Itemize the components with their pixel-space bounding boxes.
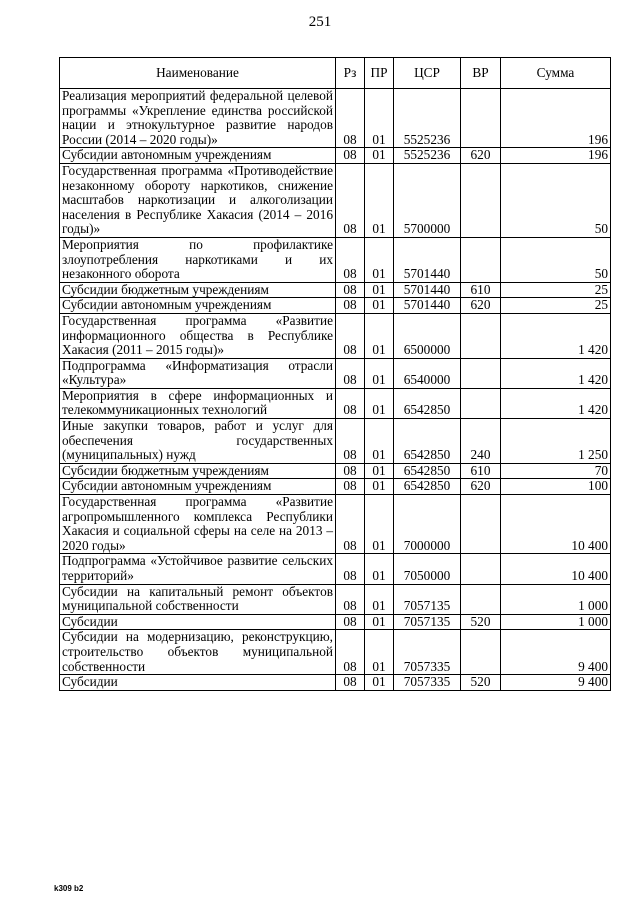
- cell-csr: 6540000: [394, 358, 461, 388]
- cell-csr: 5700000: [394, 163, 461, 237]
- cell-pr: 01: [365, 358, 394, 388]
- cell-pr: 01: [365, 163, 394, 237]
- cell-sum: 196: [501, 148, 611, 164]
- table-row: [60, 358, 611, 388]
- table-row: [60, 89, 611, 148]
- table-row: [60, 388, 611, 418]
- table-row: [60, 298, 611, 314]
- table-header-row: [60, 58, 611, 89]
- cell-name: Государственная программа «Противодействие незаконному обороту наркотиков, снижение масштабов наркотизации и алкоголизации населения в Республике Хакасия (2014 – 2016 годы)»: [60, 163, 336, 237]
- cell-name: Субсидии на капитальный ремонт объектов муниципальной собственности: [60, 584, 336, 614]
- cell-csr: 6542850: [394, 419, 461, 464]
- cell-csr: 7057135: [394, 584, 461, 614]
- cell-vr: 520: [461, 675, 501, 691]
- header-name: Наименование: [60, 58, 336, 89]
- cell-sum: 70: [501, 463, 611, 479]
- table-body: [60, 89, 611, 691]
- cell-pr: 01: [365, 89, 394, 148]
- cell-vr: 610: [461, 282, 501, 298]
- cell-sum: 1 420: [501, 358, 611, 388]
- cell-rz: 08: [336, 163, 365, 237]
- cell-csr: 5701440: [394, 298, 461, 314]
- cell-csr: 5525236: [394, 89, 461, 148]
- cell-vr: [461, 388, 501, 418]
- table-row: [60, 148, 611, 164]
- cell-vr: 620: [461, 298, 501, 314]
- cell-name: Субсидии автономным учреждениям: [60, 148, 336, 164]
- cell-pr: 01: [365, 388, 394, 418]
- cell-vr: 610: [461, 463, 501, 479]
- cell-rz: 08: [336, 630, 365, 675]
- cell-vr: [461, 89, 501, 148]
- cell-pr: 01: [365, 237, 394, 282]
- cell-sum: 10 400: [501, 554, 611, 584]
- cell-sum: 9 400: [501, 630, 611, 675]
- cell-vr: [461, 554, 501, 584]
- cell-vr: 520: [461, 614, 501, 630]
- cell-rz: 08: [336, 554, 365, 584]
- cell-sum: 1 420: [501, 388, 611, 418]
- cell-csr: 5701440: [394, 237, 461, 282]
- header-sum: Сумма: [501, 58, 611, 89]
- cell-pr: 01: [365, 675, 394, 691]
- cell-vr: [461, 237, 501, 282]
- cell-csr: 7050000: [394, 554, 461, 584]
- cell-vr: [461, 163, 501, 237]
- cell-pr: 01: [365, 630, 394, 675]
- cell-csr: 6500000: [394, 313, 461, 358]
- cell-csr: 5525236: [394, 148, 461, 164]
- cell-pr: 01: [365, 419, 394, 464]
- cell-csr: 7057135: [394, 614, 461, 630]
- cell-sum: 1 250: [501, 419, 611, 464]
- cell-csr: 7000000: [394, 495, 461, 554]
- cell-vr: 620: [461, 479, 501, 495]
- cell-rz: 08: [336, 237, 365, 282]
- table-row: [60, 163, 611, 237]
- table-row: [60, 463, 611, 479]
- table-row: [60, 237, 611, 282]
- cell-name: Подпрограмма «Информатизация отрасли «Культура»: [60, 358, 336, 388]
- cell-csr: 7057335: [394, 675, 461, 691]
- cell-rz: 08: [336, 388, 365, 418]
- table-row: [60, 495, 611, 554]
- cell-rz: 08: [336, 675, 365, 691]
- cell-rz: 08: [336, 313, 365, 358]
- cell-name: Субсидии бюджетным учреждениям: [60, 282, 336, 298]
- header-csr: ЦСР: [394, 58, 461, 89]
- cell-pr: 01: [365, 282, 394, 298]
- cell-pr: 01: [365, 479, 394, 495]
- cell-vr: [461, 630, 501, 675]
- cell-rz: 08: [336, 89, 365, 148]
- cell-rz: 08: [336, 148, 365, 164]
- cell-name: Подпрограмма «Устойчивое развитие сельских территорий»: [60, 554, 336, 584]
- cell-rz: 08: [336, 282, 365, 298]
- cell-csr: 6542850: [394, 463, 461, 479]
- cell-vr: [461, 584, 501, 614]
- cell-rz: 08: [336, 614, 365, 630]
- cell-sum: 50: [501, 237, 611, 282]
- cell-pr: 01: [365, 298, 394, 314]
- cell-sum: 196: [501, 89, 611, 148]
- cell-sum: 9 400: [501, 675, 611, 691]
- cell-sum: 50: [501, 163, 611, 237]
- cell-pr: 01: [365, 148, 394, 164]
- cell-name: Государственная программа «Развитие агропромышленного комплекса Республики Хакасия и социальной сферы на селе на 2013 – 2020 годы»: [60, 495, 336, 554]
- cell-name: Мероприятия в сфере информационных и телекоммуникационных технологий: [60, 388, 336, 418]
- header-vr: ВР: [461, 58, 501, 89]
- cell-name: Иные закупки товаров, работ и услуг для обеспечения государственных (муниципальных) нужд: [60, 419, 336, 464]
- cell-csr: 6542850: [394, 388, 461, 418]
- cell-sum: 25: [501, 298, 611, 314]
- cell-rz: 08: [336, 358, 365, 388]
- cell-rz: 08: [336, 479, 365, 495]
- table-row: [60, 630, 611, 675]
- table-row: [60, 419, 611, 464]
- cell-sum: 25: [501, 282, 611, 298]
- cell-rz: 08: [336, 463, 365, 479]
- cell-pr: 01: [365, 463, 394, 479]
- cell-vr: [461, 358, 501, 388]
- footer-code: k309 b2: [54, 884, 84, 893]
- table-row: [60, 282, 611, 298]
- cell-csr: 7057335: [394, 630, 461, 675]
- table-row: [60, 675, 611, 691]
- cell-sum: 1 000: [501, 584, 611, 614]
- table-row: [60, 479, 611, 495]
- cell-csr: 6542850: [394, 479, 461, 495]
- cell-sum: 1 420: [501, 313, 611, 358]
- cell-name: Субсидии: [60, 614, 336, 630]
- cell-rz: 08: [336, 584, 365, 614]
- cell-rz: 08: [336, 495, 365, 554]
- cell-vr: 620: [461, 148, 501, 164]
- page-number: 251: [308, 14, 332, 30]
- cell-name: Субсидии: [60, 675, 336, 691]
- table-row: [60, 554, 611, 584]
- cell-csr: 5701440: [394, 282, 461, 298]
- cell-name: Реализация мероприятий федеральной целевой программы «Укрепление единства российской нации и этнокультурное развитие народов России (2014 – 2020 годы)»: [60, 89, 336, 148]
- cell-name: Субсидии бюджетным учреждениям: [60, 463, 336, 479]
- cell-pr: 01: [365, 313, 394, 358]
- cell-vr: [461, 313, 501, 358]
- header-pr: ПР: [365, 58, 394, 89]
- budget-table: [59, 57, 611, 691]
- cell-sum: 100: [501, 479, 611, 495]
- cell-name: Субсидии автономным учреждениям: [60, 298, 336, 314]
- cell-vr: 240: [461, 419, 501, 464]
- table-row: [60, 614, 611, 630]
- cell-name: Субсидии автономным учреждениям: [60, 479, 336, 495]
- cell-sum: 10 400: [501, 495, 611, 554]
- cell-rz: 08: [336, 419, 365, 464]
- cell-pr: 01: [365, 584, 394, 614]
- table-row: [60, 584, 611, 614]
- table-row: [60, 313, 611, 358]
- cell-pr: 01: [365, 614, 394, 630]
- cell-pr: 01: [365, 554, 394, 584]
- cell-name: Мероприятия по профилактике злоупотребления наркотиками и их незаконного оборота: [60, 237, 336, 282]
- cell-pr: 01: [365, 495, 394, 554]
- cell-rz: 08: [336, 298, 365, 314]
- header-rz: Рз: [336, 58, 365, 89]
- cell-vr: [461, 495, 501, 554]
- cell-sum: 1 000: [501, 614, 611, 630]
- cell-name: Государственная программа «Развитие информационного общества в Республике Хакасия (2011 – 2015 годы)»: [60, 313, 336, 358]
- cell-name: Субсидии на модернизацию, реконструкцию, строительство объектов муниципальной собственности: [60, 630, 336, 675]
